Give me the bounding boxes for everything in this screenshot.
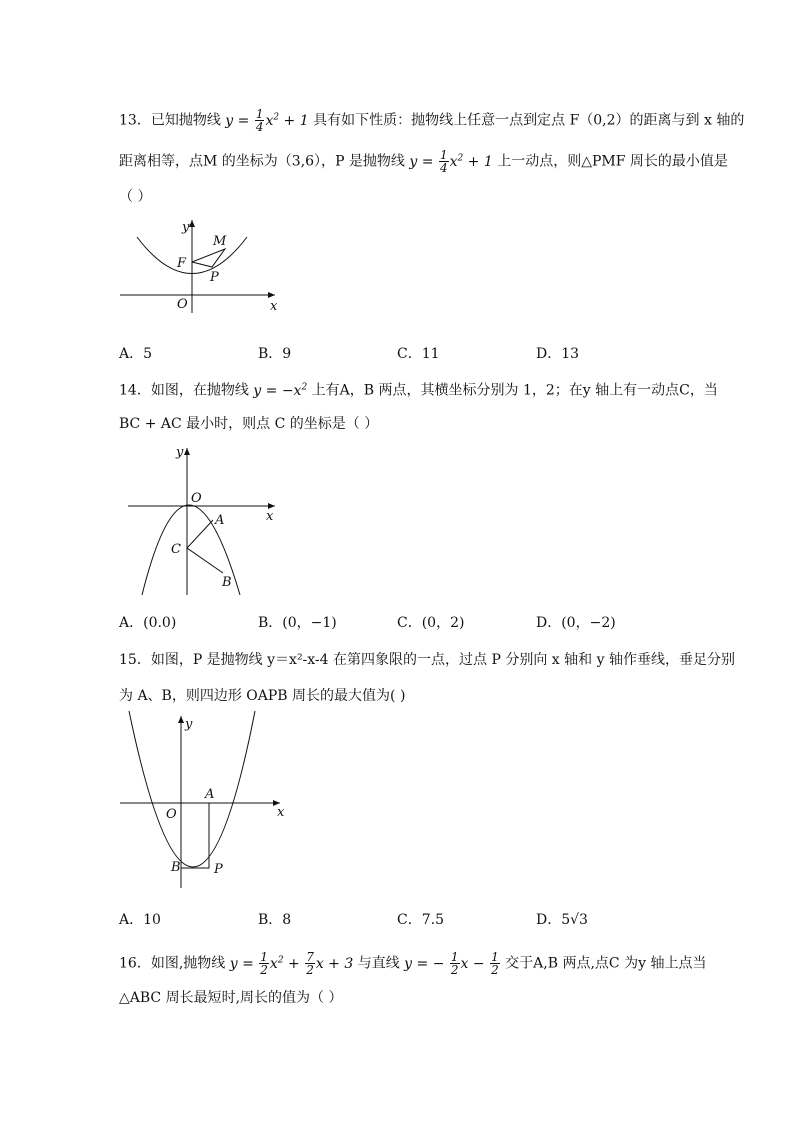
- q13-paren: （ ）: [119, 189, 152, 205]
- q15-figure: [115, 708, 295, 903]
- q13-option-a[interactable]: A．5: [119, 346, 153, 362]
- q14-fig-x: x: [266, 509, 274, 524]
- q14-figure: [120, 440, 285, 600]
- q14-option-d[interactable]: D．(0，−2): [536, 615, 616, 631]
- q14-line2: BC + AC 最小时，则点 C 的坐标是（ ）: [119, 416, 379, 432]
- q15-option-a[interactable]: A．10: [119, 912, 161, 928]
- q15-fig-y: y: [185, 717, 193, 732]
- q14-fig-B: B: [222, 575, 232, 590]
- q14-line1: 14．如图，在抛物线 $y = -x^2$ 上有A，B 两点，其横坐标分别为 1，2；在y 轴上有一动点C，当: [119, 382, 718, 399]
- q15-fig-P: P: [214, 862, 223, 877]
- q16-formula-line: y = − $\frac{1}{2}$ x − $\frac{1}{2}$: [404, 950, 499, 978]
- q13-fig-F: F: [177, 256, 187, 271]
- q13-figure: [115, 215, 285, 315]
- q13-formula-2: y = $\frac{1}{4}$ $x^2 + 1$: [409, 148, 493, 176]
- q13-fig-P: P: [210, 270, 219, 285]
- q15-fig-O: O: [166, 807, 177, 822]
- q13-option-d[interactable]: D．13: [536, 346, 580, 362]
- q15-fig-x: x: [277, 805, 285, 820]
- q13-line2: 距离相等，点M 的坐标为（3,6），P 是抛物线 y = $\frac{1}{4}$ $x^2 + 1$ 上一动点，则△PMF 周长的最小值是: [119, 148, 728, 176]
- q13-option-b[interactable]: B．9: [258, 346, 292, 362]
- q14-fig-y: y: [176, 445, 184, 460]
- q13-option-c[interactable]: C．11: [397, 346, 440, 362]
- q14-formula: $y = -x^2$: [253, 382, 308, 399]
- q13-formula-1: y = $\frac{1}{4}$ $x^2 + 1$: [225, 107, 309, 135]
- q15-option-b[interactable]: B．8: [258, 912, 292, 928]
- q13-fig-y: y: [182, 220, 190, 235]
- q14-fig-C: C: [171, 542, 181, 557]
- q16-line1: 16．如图,抛物线 y = $\frac{1}{2}$ $x^2$ + $\frac{7}{2}$ x + 3 与直线 y = − $\frac{1}{2}$ x − $\frac{1}{2}$ 交于A,B 两点,点C 为y 轴上点当: [119, 950, 707, 978]
- q14-option-c[interactable]: C．(0，2): [397, 615, 465, 631]
- q15-line1: 15．如图，P 是抛物线 y＝x²-x-4 在第四象限的一点，过点 P 分别向 x 轴和 y 轴作垂线，垂足分别: [119, 652, 735, 668]
- q13-fig-M: M: [213, 234, 227, 249]
- q16-line2: △ABC 周长最短时,周长的值为（ ）: [119, 990, 343, 1006]
- q13-fig-x: x: [270, 299, 278, 314]
- q14-option-a[interactable]: A．(0.0): [119, 615, 177, 631]
- q15-option-d[interactable]: D．5√3: [536, 912, 588, 928]
- q14-fig-A: A: [215, 513, 225, 528]
- q13-fig-O: O: [177, 297, 188, 312]
- q15-line2: 为 A、B，则四边形 OAPB 周长的最大值为( ): [119, 688, 406, 704]
- q14-fig-O: O: [191, 491, 202, 506]
- q15-fig-A: A: [205, 787, 215, 802]
- q14-option-b[interactable]: B．(0，−1): [258, 615, 337, 631]
- q13-line1: 13．已知抛物线 y = $\frac{1}{4}$ $x^2 + 1$ 具有如下性质：抛物线上任意一点到定点 F（0,2）的距离与到 x 轴的: [119, 107, 745, 135]
- q15-option-c[interactable]: C．7.5: [397, 912, 444, 928]
- q16-formula-parabola: y = $\frac{1}{2}$ $x^2$ + $\frac{7}{2}$ x + 3: [229, 950, 354, 978]
- q15-fig-B: B: [171, 860, 181, 875]
